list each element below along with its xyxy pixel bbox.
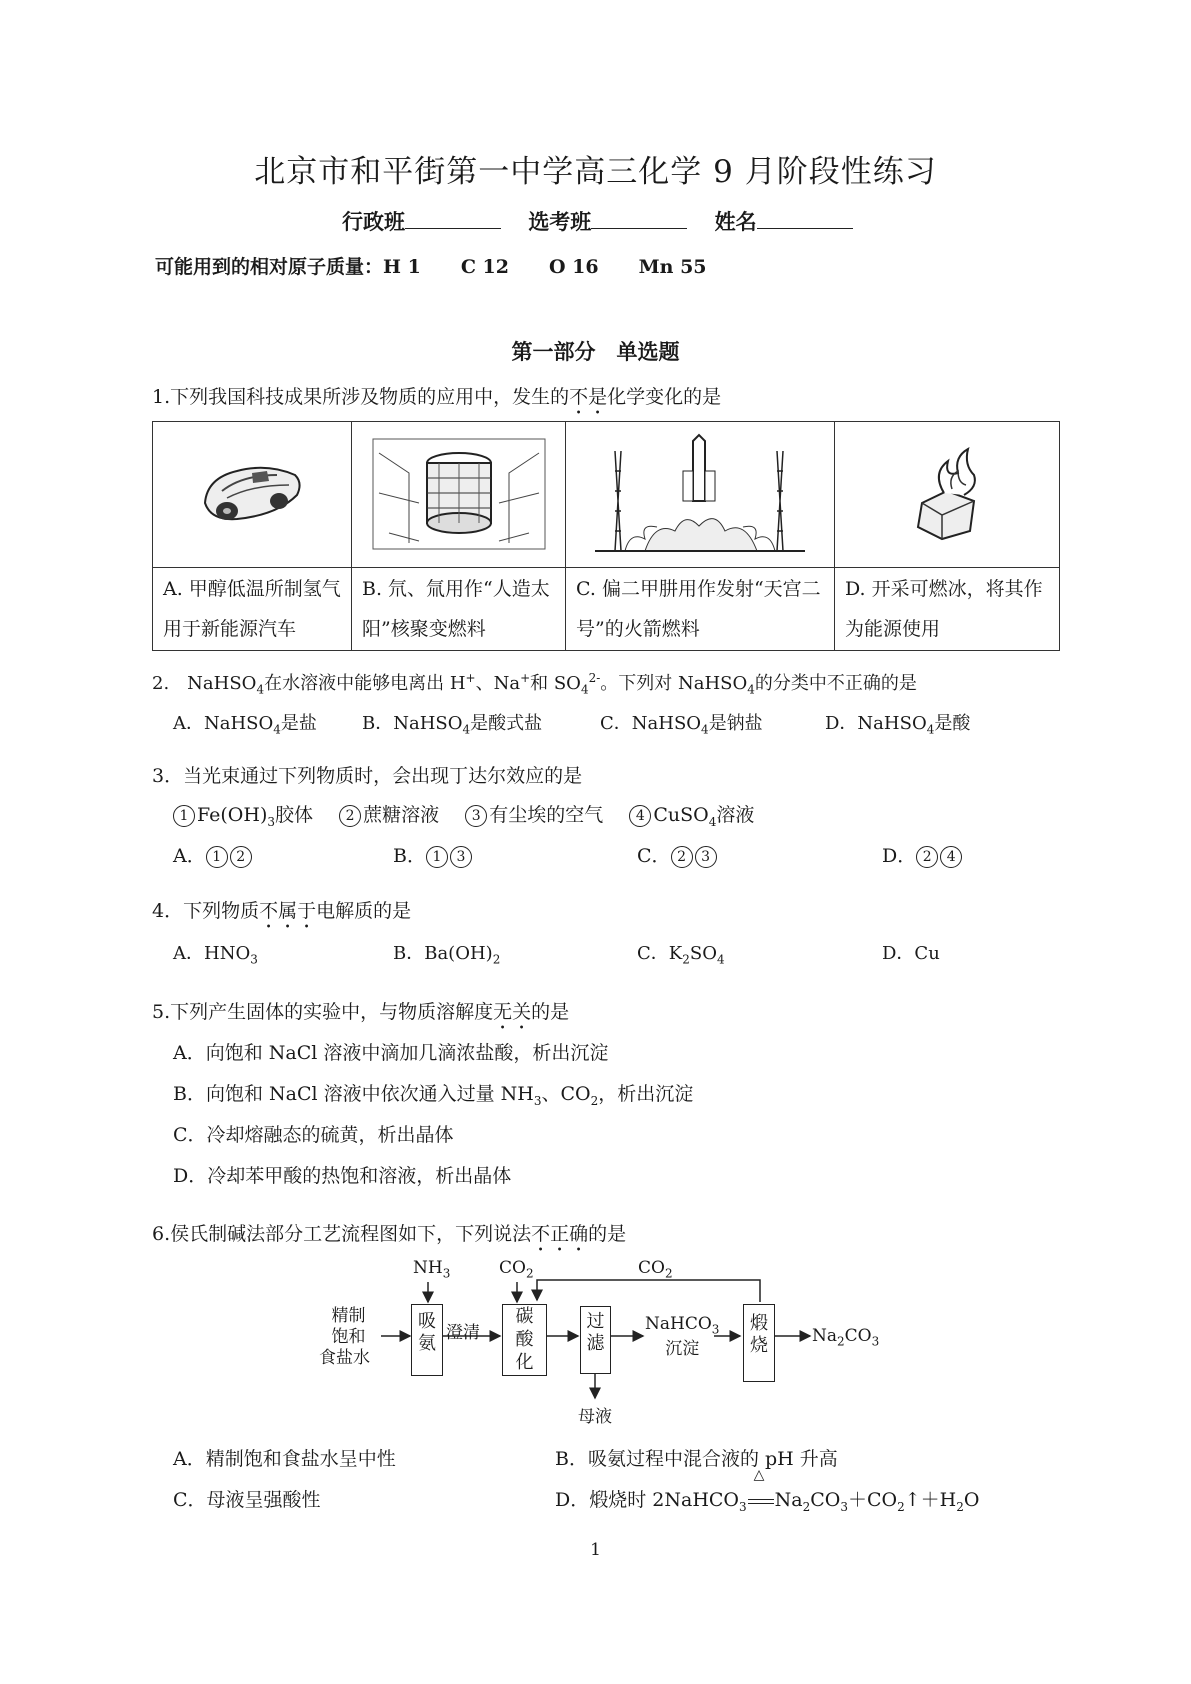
q4-opt-text: SO: [689, 943, 717, 964]
heat-symbol: △: [753, 1467, 765, 1483]
q2-sub: 4: [701, 722, 709, 737]
q2-text: 在水溶液中能够电离出 H: [264, 673, 466, 694]
q6-option-d[interactable]: [555, 1467, 980, 1514]
q5-option-a[interactable]: A．向饱和 NaCl 溶液中滴加几滴浓盐酸，析出沉淀: [173, 1042, 609, 1064]
q4-sub: 2: [492, 952, 501, 967]
q1-option-a[interactable]: A. 甲醇低温所制氢气用于新能源汽车: [153, 568, 352, 651]
q4-opt-text: A．HNO: [173, 943, 251, 964]
q2-opt-text: 是酸: [934, 713, 971, 734]
flow-co2-label-b: [638, 1258, 673, 1280]
q6d-sub: 2: [802, 1499, 811, 1514]
q4-sub: 3: [250, 952, 258, 967]
q3-sub: 4: [708, 814, 717, 829]
q2-opt-text: 是酸式盐: [470, 713, 543, 734]
box-text: 烧: [750, 1335, 768, 1356]
q5-option-d[interactable]: D．冷却苯甲酸的热饱和溶液，析出晶体: [173, 1165, 512, 1187]
q6d-text: CO: [810, 1489, 841, 1511]
q6-stem-part: 6.侯氏制碱法部分工艺流程图如下，下列说法: [152, 1223, 532, 1245]
q5-opt-text: 、CO: [541, 1083, 591, 1105]
page-number: 1: [590, 1540, 601, 1560]
circle-number-1: 1: [426, 846, 448, 868]
class-label: 行政班: [342, 209, 405, 234]
q1-stem-part: 1.下列我国科技成果所涉及物质的应用中，发生的: [152, 386, 570, 408]
q6-stem-part: 的是: [588, 1223, 627, 1245]
q2-sup: +: [520, 671, 531, 685]
mass-mn: Mn 55: [638, 256, 707, 278]
name-label: 姓名: [714, 209, 757, 234]
q2-text: 。下列对 NaHSO: [600, 673, 748, 694]
q2-opt-text: B．NaHSO: [362, 713, 463, 734]
out-sub: 3: [871, 1334, 880, 1349]
q3-item-text: 蔗糖溶液: [363, 804, 440, 826]
q3-opt-letter: D．: [882, 845, 917, 867]
q1-stem-part: 化学变化的是: [607, 386, 722, 408]
box-text: 过: [586, 1311, 605, 1332]
co2-sub: 2: [525, 1266, 534, 1281]
box-carbonation: [502, 1304, 547, 1376]
mass-c: C 12: [460, 256, 509, 278]
mass-h: H 1: [383, 256, 421, 278]
circle-number-4: 4: [940, 846, 962, 868]
q2-sup: +: [465, 671, 476, 685]
flow-co2-label-a: [499, 1258, 534, 1280]
q6d-text: ＋CO: [848, 1489, 898, 1511]
q2-text: 的分类中不正确的是: [754, 673, 917, 694]
q2-opt-text: 是盐: [280, 713, 317, 734]
q2-sub: 4: [747, 682, 755, 697]
q4-option-d[interactable]: D．Cu: [882, 943, 940, 964]
box-text: 煅: [750, 1313, 768, 1334]
q6-option-c[interactable]: C．母液呈强酸性: [173, 1489, 321, 1511]
q6d-sub: 3: [739, 1499, 747, 1514]
q6-option-b[interactable]: B．吸氨过程中混合液的 pH 升高: [555, 1448, 838, 1470]
q5-option-c[interactable]: C．冷却熔融态的硫黄，析出晶体: [173, 1124, 454, 1146]
co2-text: CO: [499, 1258, 526, 1278]
box-text: 氨: [418, 1333, 436, 1354]
circle-number-4: 4: [629, 805, 651, 827]
flow-output-label: [812, 1326, 879, 1348]
q2-sub: 4: [462, 722, 471, 737]
q3-item-text: 胶体: [275, 804, 314, 826]
circle-number-2: 2: [671, 846, 693, 868]
box-text: 酸: [515, 1329, 534, 1350]
mass-o: O 16: [549, 256, 599, 278]
input-line: 饱和: [331, 1327, 366, 1347]
circle-number-3: 3: [695, 846, 717, 868]
box-filter: [580, 1306, 611, 1374]
q2-text: 和 SO: [530, 673, 581, 694]
q6-option-a[interactable]: A．精制饱和食盐水呈中性: [173, 1448, 396, 1470]
out-sub: 2: [837, 1334, 845, 1349]
q4-sub: 2: [682, 952, 690, 967]
q4-opt-text: C．K: [637, 943, 683, 964]
box-text: 吸: [418, 1311, 436, 1332]
q4-stem-part: 4．下列物质: [152, 900, 260, 922]
out-text: Na: [812, 1326, 838, 1346]
q5-sub: 2: [590, 1093, 599, 1108]
q2-opt-text: C．NaHSO: [600, 713, 702, 734]
q2-sub: 4: [273, 722, 281, 737]
heating-equals-sign: [747, 1467, 775, 1511]
q5-stem-part: 5.下列产生固体的实验中，与物质溶解度: [152, 1001, 494, 1023]
q3-opt-letter: A．: [173, 845, 206, 867]
nh3-sub: 3: [442, 1266, 451, 1281]
q1-option-b[interactable]: B. 氘、氚用作“人造太阳”核聚变燃料: [352, 568, 566, 651]
q3-opt-letter: C．: [637, 845, 671, 867]
q6d-sub: 2: [956, 1499, 964, 1514]
q6-stem-emphasis: 不正确: [531, 1223, 589, 1245]
flow-nahco3-precip: [645, 1314, 719, 1359]
co2-text: CO: [638, 1258, 665, 1278]
input-line: 精制: [331, 1306, 366, 1326]
q5-opt-text: ，析出沉淀: [598, 1083, 694, 1105]
circle-number-2: 2: [916, 846, 938, 868]
circle-number-1: 1: [206, 846, 228, 868]
q2-opt-text: D．NaHSO: [825, 713, 927, 734]
flow-input-label: [319, 1306, 370, 1369]
circle-number-2: 2: [339, 805, 361, 827]
q2-sup: 2-: [588, 671, 601, 685]
q4-opt-text: B．Ba(OH): [393, 943, 493, 964]
q5-stem-emphasis: 无关: [493, 1001, 532, 1023]
q5-opt-text: B．向饱和 NaCl 溶液中依次通入过量 NH: [173, 1083, 534, 1105]
co2-sub: 2: [664, 1266, 673, 1281]
out-text: CO: [844, 1326, 872, 1346]
q6d-text: D．煅烧时 2NaHCO: [555, 1489, 739, 1511]
q5-stem-part: 的是: [531, 1001, 570, 1023]
q2-sub: 4: [256, 682, 265, 697]
q4-stem-part: 电解质的是: [316, 900, 412, 922]
q6d-text: Na: [774, 1489, 803, 1511]
q1-option-c[interactable]: C. 偏二甲肼用作发射“天宫二号”的火箭燃料: [566, 568, 835, 651]
q6d-text: O: [963, 1489, 980, 1511]
q2-sub: 4: [580, 682, 589, 697]
q1-stem-emphasis: 不是: [569, 386, 608, 408]
box-text: 滤: [586, 1333, 605, 1354]
question-3-stem: 3．当光束通过下列物质时，会出现丁达尔效应的是: [152, 765, 583, 787]
box-calcine: [743, 1304, 775, 1382]
box-absorb-ammonia: [411, 1304, 443, 1376]
q4-sub: 4: [716, 952, 725, 967]
q3-opt-letter: B．: [393, 845, 426, 867]
input-line: 食盐水: [319, 1348, 370, 1368]
q3-item-text: 有尘埃的空气: [489, 804, 604, 826]
nahco3-sub: 3: [711, 1322, 720, 1337]
nh3-text: NH: [413, 1258, 443, 1278]
q3-item-text: CuSO: [653, 804, 709, 826]
circle-number-1: 1: [173, 805, 195, 827]
q5-sub: 3: [533, 1093, 542, 1108]
atomic-masses-label: 可能用到的相对原子质量：: [155, 256, 384, 278]
q6d-text: ↑＋H: [904, 1489, 957, 1511]
q3-sub: 3: [267, 814, 275, 829]
q3-item-text: Fe(OH): [197, 804, 268, 826]
q2-text: 、Na: [475, 673, 521, 694]
precip-text: 沉淀: [665, 1339, 700, 1360]
flow-nh3-label: [413, 1258, 450, 1280]
flow-clarify-label: 澄清: [446, 1323, 480, 1343]
circle-number-2: 2: [230, 846, 252, 868]
q4-stem-emphasis: 不属于: [259, 900, 317, 922]
box-text: 化: [515, 1352, 534, 1373]
flow-mother-liquor-label: 母液: [578, 1407, 612, 1427]
nahco3-text: NaHCO: [645, 1314, 712, 1334]
circle-number-3: 3: [465, 805, 487, 827]
q2-text: 2. NaHSO: [152, 673, 257, 694]
q6d-sub: 2: [897, 1499, 905, 1514]
arrow-co2-recycle: [537, 1280, 760, 1302]
elective-label: 选考班: [528, 209, 592, 234]
q3-item-text: 溶液: [716, 804, 755, 826]
box-text: 碳: [515, 1306, 534, 1327]
q1-option-d[interactable]: D. 开采可燃冰，将其作为能源使用: [835, 568, 1060, 651]
q2-sub: 4: [926, 722, 935, 737]
q2-opt-text: 是钠盐: [708, 713, 763, 734]
section-title: 第一部分 单选题: [511, 339, 680, 364]
page-title: 北京市和平街第一中学高三化学 9 月阶段性练习: [254, 154, 937, 190]
circle-number-3: 3: [450, 846, 472, 868]
q6d-sub: 3: [840, 1499, 848, 1514]
q2-opt-text: A．NaHSO: [173, 713, 274, 734]
